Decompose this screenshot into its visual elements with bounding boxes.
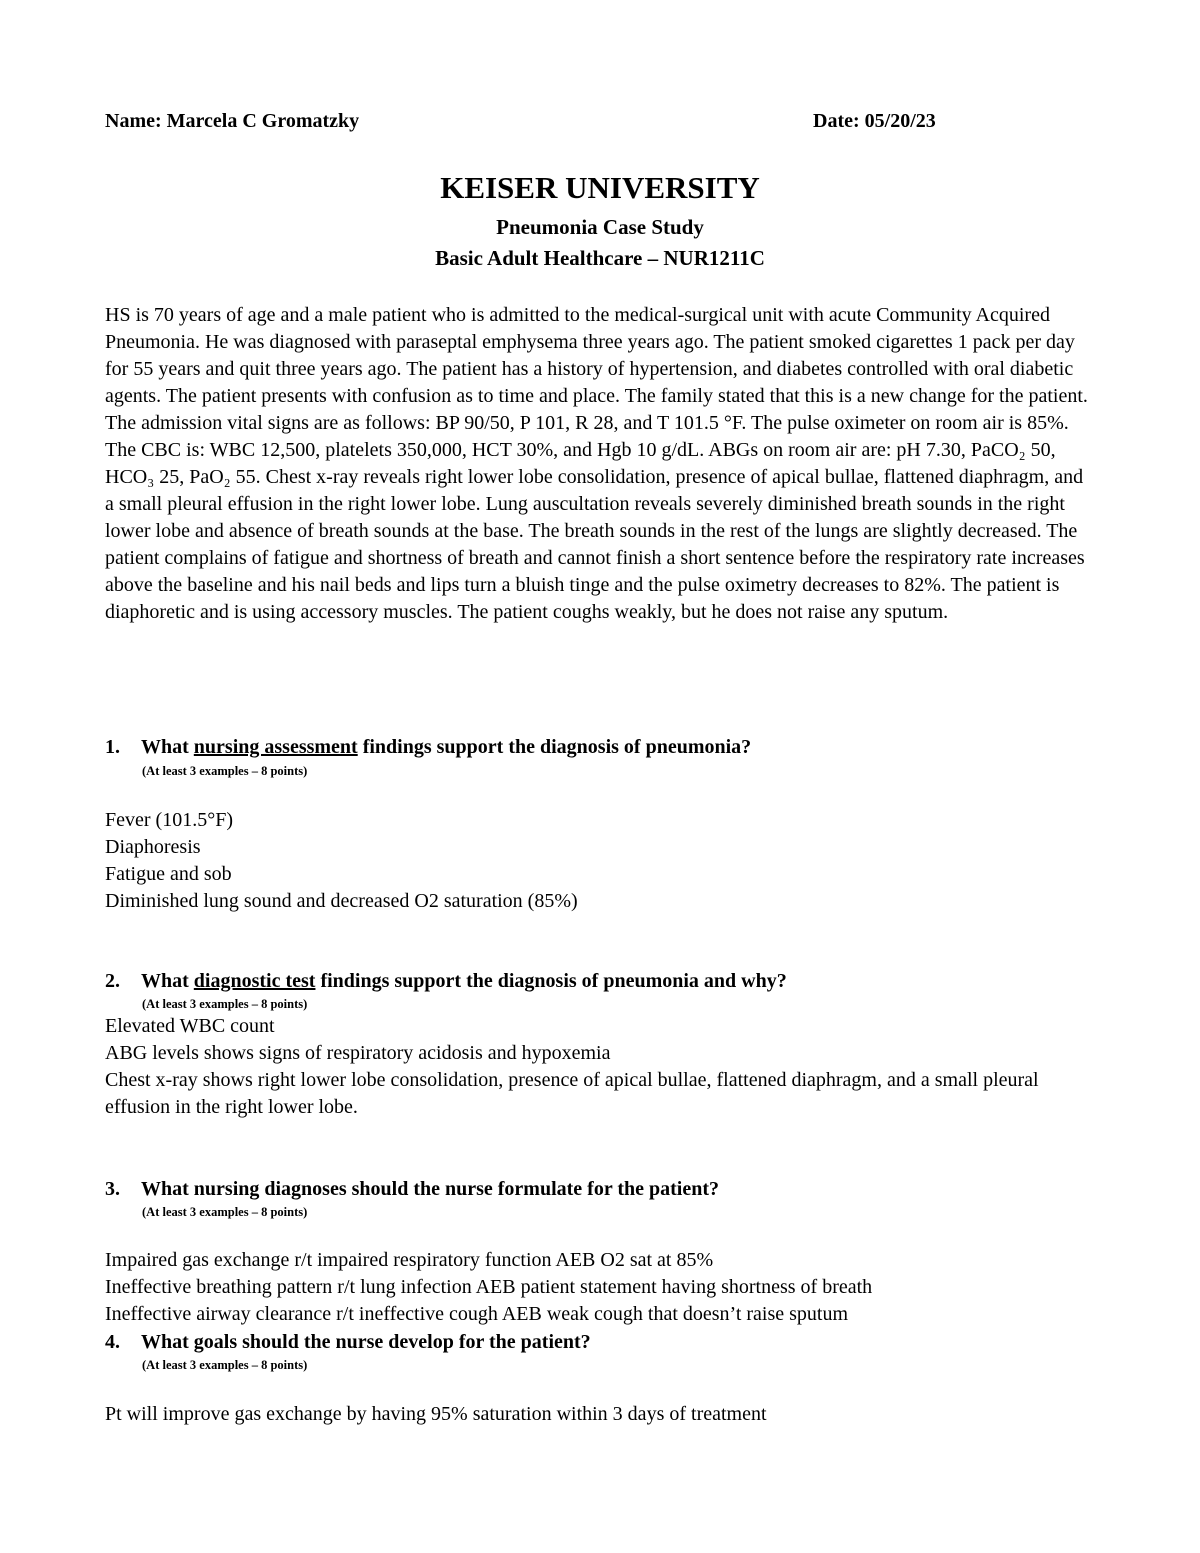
course-title: Basic Adult Healthcare – NUR1211C: [435, 246, 765, 270]
submission-date: Date: 05/20/23: [813, 110, 936, 132]
question-3: 3. What nursing diagnoses should the nurse formulate for the patient?: [105, 1178, 720, 1200]
question-1-points: (At least 3 examples – 8 points): [142, 764, 308, 778]
answer-line: Elevated WBC count: [105, 1015, 275, 1037]
answer-line: Fever (101.5°F): [105, 809, 233, 831]
question-2: 2. What diagnostic test findings support the diagnosis of pneumonia and why?: [105, 970, 787, 992]
question-1: 1. What nursing assessment findings support the diagnosis of pneumonia?: [105, 736, 752, 758]
question-emphasis: nursing assessment: [193, 736, 358, 758]
case-description: [105, 302, 1095, 626]
answer-line: Chest x-ray shows right lower lobe consolidation, presence of apical bullae, flattened diaphragm, and a small pleural effusion in the right lower lobe.: [105, 1069, 1039, 1118]
answer-line: ABG levels shows signs of respiratory acidosis and hypoxemia: [105, 1042, 611, 1064]
question-4-points: (At least 3 examples – 8 points): [142, 1358, 308, 1372]
case-text-part-1: HS is 70 years of age and a male patient who is admitted to the medical-surgical unit with acute Community Acquired Pneumonia. He was diagnosed with paraseptal emphysema three years ago. The patient smoked cigarettes 1 pack per day for 55 years and quit three years ago. The patient has a history of hypertension, and diabetes controlled with oral diabetic agents. The patient presents with confusion as to time and place. The family stated that this is a new change for the patient. The admission vital signs are as follows: BP 90/50, P 101, R 28, and T 101.5 °F. The pulse oximeter on room air is 85%. The CBC is: WBC 12,500, platelets 350,000, HCT 30%, and Hgb 10 g/dL. ABGs on room air are: pH 7.30, PaCO₂: [105, 304, 1088, 461]
university-title: KEISER UNIVERSITY: [440, 170, 760, 205]
question-emphasis: diagnostic test: [193, 970, 316, 992]
question-3-points: (At least 3 examples – 8 points): [142, 1205, 308, 1219]
answer-line: Impaired gas exchange r/t impaired respiratory function AEB O2 sat at 85%: [105, 1249, 714, 1271]
question-number: 4.: [105, 1331, 120, 1353]
case-study-title: Pneumonia Case Study: [496, 215, 704, 239]
answer-line: Ineffective airway clearance r/t ineffective cough AEB weak cough that doesn’t raise sputum: [105, 1303, 849, 1325]
answer-2: [105, 1013, 1095, 1121]
question-number: 3.: [105, 1178, 120, 1200]
answer-line: Pt will improve gas exchange by having 95% saturation within 3 days of treatment: [105, 1403, 767, 1425]
question-2-points: (At least 3 examples – 8 points): [142, 997, 308, 1011]
question-number: 1.: [105, 736, 120, 758]
student-name: Name: Marcela C Gromatzky: [105, 110, 360, 132]
answer-line: Ineffective breathing pattern r/t lung infection AEB patient statement having shortness of breath: [105, 1276, 873, 1298]
answer-line: Diaphoresis: [105, 836, 201, 858]
question-4: 4. What goals should the nurse develop for the patient?: [105, 1331, 591, 1353]
answer-1: [105, 807, 1095, 915]
answer-line: Diminished lung sound and decreased O2 saturation (85%): [105, 890, 578, 912]
case-text-part-2: 50, HCO₃ 25, PaO₂ 55. Chest x-ray reveals right lower lobe consolidation, presence of apical bullae, flattened diaphragm, and a small pleural effusion in the right lower lobe. Lung auscultation reveals severely diminished breath sounds in the right lower lobe and absence of breath sounds at the base. The breath sounds in the rest of the lungs are slightly decreased. The patient complains of fatigue and shortness of breath and cannot finish a short sentence before the respiratory rate increases above the baseline and his nail beds and lips turn a bluish tinge and the pulse oximetry decreases to 82%. The patient is diaphoretic and is using accessory muscles. The patient coughs weakly, but he does not raise any sputum.: [105, 439, 1085, 623]
answer-line: Fatigue and sob: [105, 863, 232, 885]
answer-4: [105, 1401, 1095, 1428]
question-number: 2.: [105, 970, 120, 992]
answer-3: [105, 1247, 1095, 1328]
